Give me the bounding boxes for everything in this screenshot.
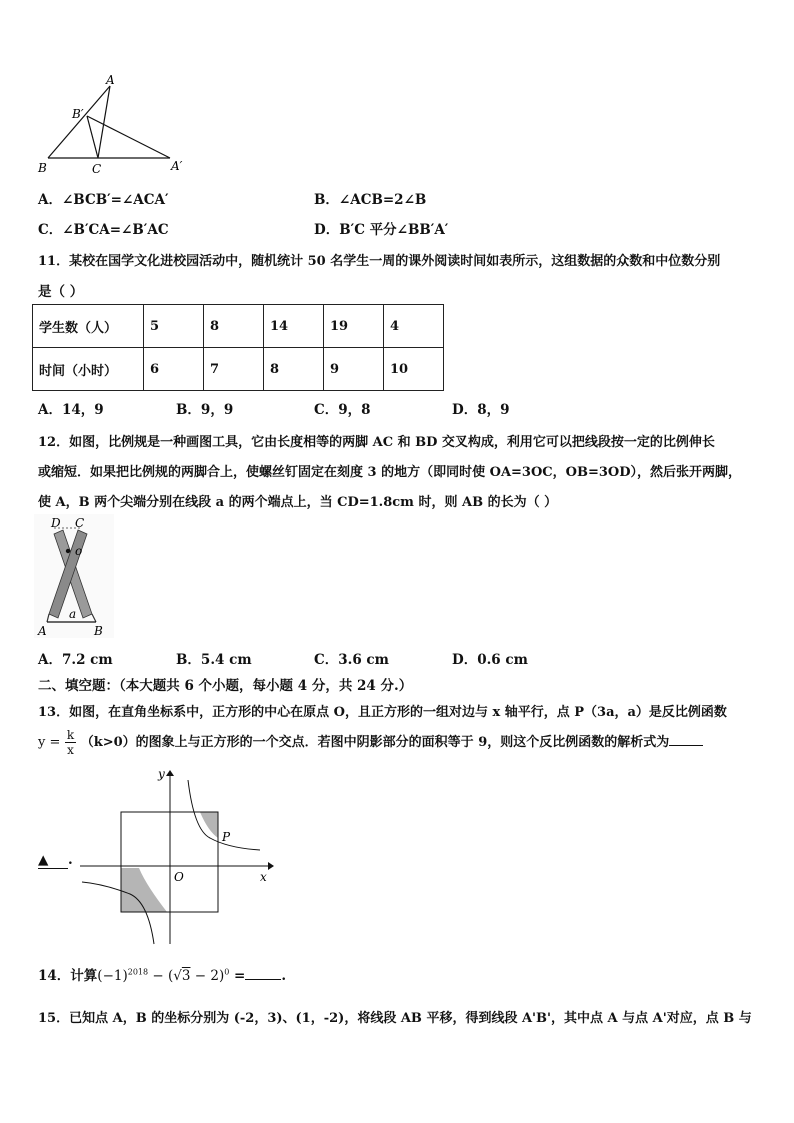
table-cell: 8 (264, 348, 324, 391)
q13-answer-line[interactable]: ▲ . (38, 852, 73, 868)
q13-stem-line1: 13．如图，在直角坐标系中，正方形的中心在原点 O，且正方形的一组对边与 x 轴平行，点 P（3a，a）是反比例函数 (38, 705, 727, 720)
q13-coordinate-figure (60, 762, 280, 948)
q13-formula-lhs: y = (38, 735, 61, 750)
q11-option-a[interactable]: A．14，9 (38, 402, 104, 418)
q10-label-A: A (106, 73, 115, 87)
q12-label-O: o (75, 544, 83, 558)
table-cell: 19 (324, 305, 384, 348)
table-cell: 5 (144, 305, 204, 348)
q12-label-A: A (38, 624, 47, 638)
q13-answer-blank[interactable] (669, 745, 703, 746)
table-cell: 4 (384, 305, 444, 348)
table-row (33, 348, 444, 391)
q11-option-b[interactable]: B．9，9 (176, 402, 234, 418)
q13-stem-line2: y = $\frac{k}{x}$ （k>0）的图象上与正方形的一个交点．若图中阴影部分的面积等于 9，则这个反比例函数的解析式为 (38, 728, 703, 757)
q12-option-b[interactable]: B．5.4 cm (176, 652, 252, 668)
q12-option-c[interactable]: C．3.6 cm (314, 652, 389, 668)
table-cell: 7 (204, 348, 264, 391)
q13-label-x: x (260, 870, 267, 884)
q13-label-y: y (158, 767, 165, 781)
q11-stem-line2: 是（ ） (38, 284, 84, 300)
q12-stem-line1: 12．如图，比例规是一种画图工具，它由长度相等的两脚 AC 和 BD 交叉构成，利用它可以把线段按一定的比例伸长 (38, 435, 715, 450)
q13-formula-fraction: $\frac{k}{x}$ (66, 728, 75, 757)
q10-label-B: B (38, 161, 47, 175)
q13-label-O: O (174, 870, 184, 884)
q10-option-a[interactable]: A．∠BCB′=∠ACA′ (38, 192, 169, 208)
table-cell: 时间（小时） (33, 348, 144, 391)
q10-triangle-figure (32, 72, 192, 182)
q11-option-d[interactable]: D．8，9 (452, 402, 510, 418)
q12-label-C: C (75, 516, 85, 530)
table-cell: 9 (324, 348, 384, 391)
q12-label-D: D (51, 516, 61, 530)
q10-label-B-prime: B′ (72, 107, 84, 121)
q13-label-P: P (222, 830, 231, 844)
table-cell: 14 (264, 305, 324, 348)
table-cell: 10 (384, 348, 444, 391)
table-cell: 8 (204, 305, 264, 348)
q12-label-B: B (94, 624, 103, 638)
q11-data-table (32, 304, 444, 391)
q12-stem-line3: 使 A，B 两个尖端分别在线段 a 的两个端点上，当 CD=1.8cm 时，则 AB 的长为（ ） (38, 495, 558, 510)
q14-answer-blank[interactable] (245, 979, 281, 980)
q12-proportional-divider-figure (34, 514, 114, 638)
table-cell: 6 (144, 348, 204, 391)
q10-option-b[interactable]: B．∠ACB=2∠B (314, 192, 427, 208)
q14-stem: 14．计算$(-1)^{2018} - (√3 - 2)^0$ = . (38, 967, 287, 984)
q12-stem-line2: 或缩短．如果把比例规的两脚合上，使螺丝钉固定在刻度 3 的地方（即同时使 OA=3OC，OB=3OD），然后张开两脚， (38, 465, 741, 480)
q12-option-a[interactable]: A．7.2 cm (38, 652, 113, 668)
section-title-fill-in: 二、填空题：（本大题共 6 个小题，每小题 4 分，共 24 分.） (38, 678, 413, 694)
q12-label-a: a (69, 607, 77, 621)
q10-option-d[interactable]: D．B′C 平分∠BB′A′ (314, 222, 449, 238)
table-row (33, 305, 444, 348)
table-cell: 学生数（人） (33, 305, 144, 348)
q15-stem-line1: 15．已知点 A，B 的坐标分别为 (-2，3)、(1，-2)，将线段 AB 平移，得到线段 A'B'，其中点 A 与点 A'对应，点 B 与 (38, 1011, 752, 1026)
q12-option-d[interactable]: D．0.6 cm (452, 652, 528, 668)
q10-label-A-prime: A′ (171, 159, 183, 173)
q11-stem-line1: 11．某校在国学文化进校园活动中，随机统计 50 名学生一周的课外阅读时间如表所示，这组数据的众数和中位数分别 (38, 254, 721, 269)
q13-answer-marker: ▲ (38, 852, 68, 869)
q10-option-c[interactable]: C．∠B′CA=∠B′AC (38, 222, 169, 238)
q10-label-C: C (92, 162, 102, 176)
q11-option-c[interactable]: C．9，8 (314, 402, 371, 418)
